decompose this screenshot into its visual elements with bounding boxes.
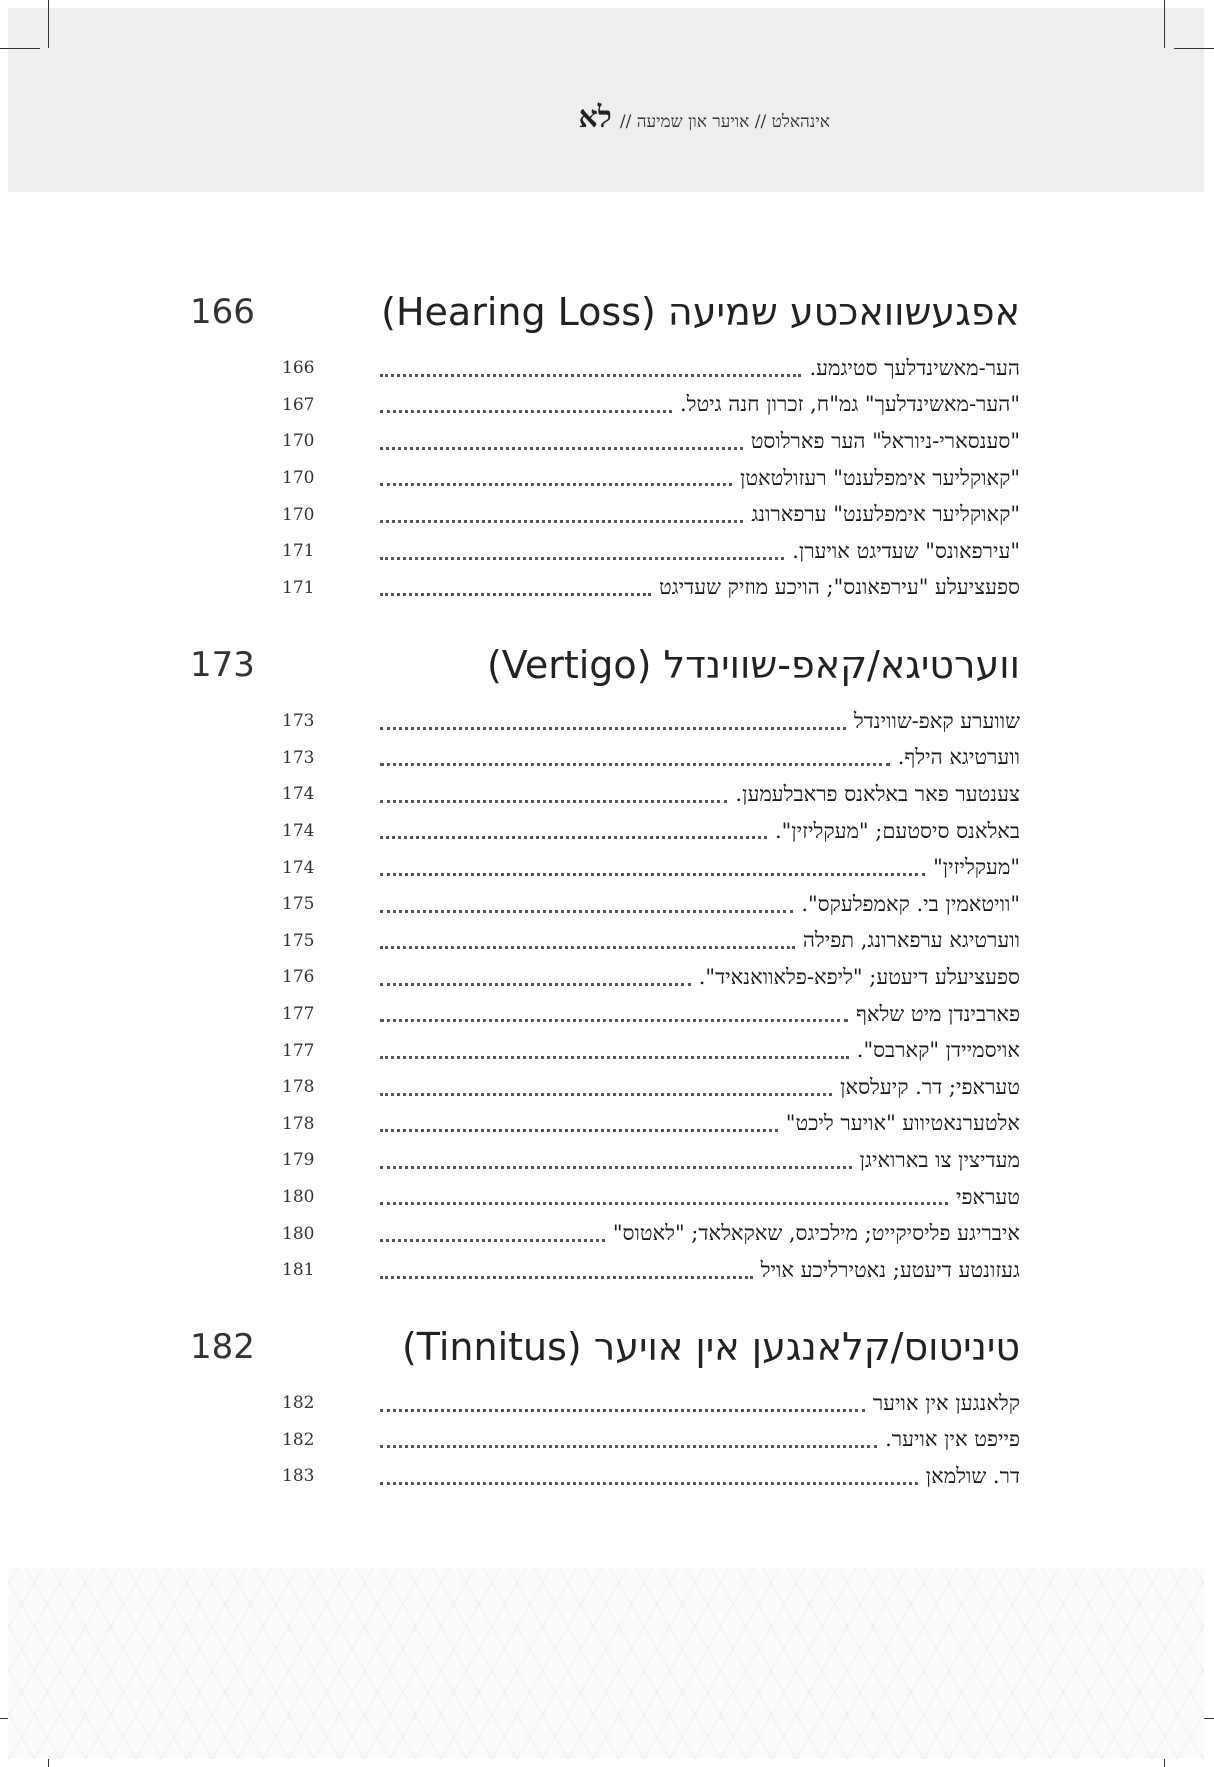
running-title: אינהאלט // אויער און שמיעה // bbox=[619, 112, 830, 132]
toc-entry[interactable] bbox=[190, 959, 1020, 996]
toc-entry-text: "קאוקליער אימפלענט" ערפארונג bbox=[751, 502, 1020, 527]
toc-entry[interactable] bbox=[190, 740, 1020, 777]
toc-entry-page: 174 bbox=[282, 784, 315, 805]
toc-entry-text: "סענסארי-ניוראל" הער פארלוסט bbox=[750, 428, 1020, 453]
section-title: טיניטוס/קלאנגען אין אויער (Tinnitus) bbox=[401, 1325, 1020, 1369]
dot-leader bbox=[380, 873, 925, 876]
toc-entry[interactable] bbox=[190, 496, 1020, 533]
entry-list bbox=[190, 350, 1020, 606]
dot-leader bbox=[380, 1056, 849, 1059]
toc-entry-text: "מעקליזין" bbox=[933, 855, 1020, 880]
toc-entry-text: "עירפאונס" שעדיגט אויערן. bbox=[792, 538, 1020, 563]
section-page: 182 bbox=[190, 1327, 255, 1367]
dot-leader bbox=[380, 483, 732, 486]
section-page: 166 bbox=[190, 292, 255, 332]
crop-mark bbox=[1164, 0, 1165, 48]
header-page-number: לא bbox=[578, 100, 612, 135]
toc-entry-page: 170 bbox=[282, 468, 315, 489]
dot-leader bbox=[380, 1445, 877, 1448]
dot-leader bbox=[380, 727, 846, 730]
toc-entry-text: ספעציעלע דיעטע; "ליפא-פלאוואנאיד". bbox=[698, 964, 1020, 989]
section-heading bbox=[190, 643, 1020, 703]
toc-entry-page: 174 bbox=[282, 857, 315, 878]
dot-leader bbox=[380, 1202, 948, 1205]
toc-entry-text: "הער-מאשינדלעך" גמ"ח, זכרון חנה גיטל. bbox=[679, 392, 1020, 417]
toc-entry[interactable] bbox=[190, 1215, 1020, 1252]
toc-entry-text: מעדיצין צו בארואיגן bbox=[859, 1147, 1020, 1172]
toc-entry-page: 176 bbox=[282, 967, 315, 988]
toc-entry[interactable] bbox=[190, 423, 1020, 460]
toc-entry-page: 180 bbox=[282, 1187, 315, 1208]
toc-entry[interactable] bbox=[190, 813, 1020, 850]
toc-entry[interactable] bbox=[190, 533, 1020, 570]
toc-entry-page: 180 bbox=[282, 1223, 315, 1244]
toc-entry-page: 175 bbox=[282, 930, 315, 951]
toc-entry[interactable] bbox=[190, 849, 1020, 886]
toc-entry-text: טעראפי bbox=[956, 1184, 1020, 1209]
toc-entry[interactable] bbox=[190, 1252, 1020, 1289]
dot-leader bbox=[380, 910, 793, 913]
toc-entry-page: 174 bbox=[282, 821, 315, 842]
toc-entry-text: פייפט אין אויער. bbox=[885, 1427, 1020, 1452]
toc-entry[interactable] bbox=[190, 1422, 1020, 1459]
toc-entry[interactable] bbox=[190, 1179, 1020, 1216]
dot-leader bbox=[380, 836, 767, 839]
toc-entry[interactable] bbox=[190, 460, 1020, 497]
dot-leader bbox=[380, 410, 672, 413]
crop-mark bbox=[48, 0, 49, 48]
dot-leader bbox=[380, 1409, 865, 1412]
toc-entry-page: 177 bbox=[282, 1004, 315, 1025]
dot-leader bbox=[380, 983, 691, 986]
toc-entry[interactable] bbox=[190, 1385, 1020, 1422]
toc-entry-page: 170 bbox=[282, 431, 315, 452]
dot-leader bbox=[380, 763, 890, 766]
dot-leader bbox=[380, 1276, 753, 1279]
section-title: אפגעשוואכטע שמיעה (Hearing Loss) bbox=[381, 290, 1020, 334]
running-head bbox=[230, 100, 830, 135]
toc-entry-text: אויסמיידן "קארבס". bbox=[856, 1038, 1020, 1063]
toc-entry-page: 175 bbox=[282, 894, 315, 915]
dot-leader bbox=[380, 1166, 852, 1169]
toc-entry-page: 178 bbox=[282, 1077, 315, 1098]
toc-entry-page: 173 bbox=[282, 747, 315, 768]
dot-leader bbox=[380, 1129, 778, 1132]
toc-entry[interactable] bbox=[190, 1106, 1020, 1143]
toc-entry-text: שווערע קאפ-שווינדל bbox=[853, 708, 1020, 733]
dot-leader bbox=[380, 520, 743, 523]
toc-entry-text: ווערטיגא הילף. bbox=[897, 745, 1020, 770]
toc-section-hearing-loss bbox=[190, 290, 1020, 606]
toc-entry-text: הער-מאשינדלעך סטיגמע. bbox=[809, 355, 1020, 380]
toc-entry[interactable] bbox=[190, 350, 1020, 387]
dot-leader bbox=[380, 374, 801, 377]
toc-entry[interactable] bbox=[190, 570, 1020, 607]
toc-entry-page: 167 bbox=[282, 394, 315, 415]
toc-entry-page: 182 bbox=[282, 1393, 315, 1414]
crop-mark bbox=[0, 48, 40, 49]
toc-section-vertigo bbox=[190, 643, 1020, 1289]
toc-entry[interactable] bbox=[190, 923, 1020, 960]
toc-entry[interactable] bbox=[190, 1069, 1020, 1106]
toc-entry[interactable] bbox=[190, 1032, 1020, 1069]
section-page: 173 bbox=[190, 645, 255, 685]
toc-entry-text: באלאנס סיסטעם; "מעקליזין". bbox=[774, 818, 1020, 843]
section-heading bbox=[190, 1325, 1020, 1385]
toc-entry[interactable] bbox=[190, 1458, 1020, 1495]
toc-entry[interactable] bbox=[190, 776, 1020, 813]
dot-leader bbox=[380, 1239, 605, 1242]
toc-entry-text: "וויטאמין בי. קאמפלעקס". bbox=[801, 891, 1020, 916]
crop-mark bbox=[1174, 48, 1214, 49]
toc-entry-page: 178 bbox=[282, 1113, 315, 1134]
toc-section-tinnitus bbox=[190, 1325, 1020, 1495]
toc-entry-text: ווערטיגא ערפארונג, תפילה bbox=[802, 928, 1020, 953]
toc-entry[interactable] bbox=[190, 886, 1020, 923]
toc-entry[interactable] bbox=[190, 703, 1020, 740]
toc-entry-text: צענטער פאר באלאנס פראבלעמען. bbox=[735, 781, 1020, 806]
toc-entry-page: 173 bbox=[282, 711, 315, 732]
dot-leader bbox=[380, 1093, 832, 1096]
toc-entry[interactable] bbox=[190, 996, 1020, 1033]
toc-entry-page: 171 bbox=[282, 577, 315, 598]
toc-entry-page: 171 bbox=[282, 541, 315, 562]
dot-leader bbox=[380, 557, 784, 560]
toc-entry-page: 181 bbox=[282, 1260, 315, 1281]
footer-pattern bbox=[8, 1568, 1204, 1759]
toc-entry-page: 170 bbox=[282, 504, 315, 525]
toc-entry-text: געזונטע דיעטע; נאטירליכע אויל bbox=[760, 1257, 1020, 1282]
dot-leader bbox=[380, 1482, 918, 1485]
dot-leader bbox=[380, 800, 727, 803]
dot-leader bbox=[380, 1019, 848, 1022]
toc-entry-text: קלאנגען אין אויער bbox=[872, 1390, 1020, 1415]
toc-entry-text: פארבינדן מיט שלאף bbox=[856, 1001, 1020, 1026]
dot-leader bbox=[380, 946, 795, 949]
section-title: ווערטיגא/קאפ-שווינדל (Vertigo) bbox=[486, 643, 1020, 687]
dot-leader bbox=[380, 447, 743, 450]
toc-entry-text: דר. שולמאן bbox=[925, 1463, 1020, 1488]
toc-entry-page: 166 bbox=[282, 358, 315, 379]
toc-entry[interactable] bbox=[190, 1142, 1020, 1179]
toc-entry-page: 183 bbox=[282, 1466, 315, 1487]
entry-list bbox=[190, 703, 1020, 1289]
toc-entry-page: 182 bbox=[282, 1429, 315, 1450]
toc-entry[interactable] bbox=[190, 387, 1020, 424]
toc-entry-text: "קאוקליער אימפלענט" רעזולטאטן bbox=[739, 465, 1020, 490]
dot-leader bbox=[380, 593, 651, 596]
toc-entry-page: 177 bbox=[282, 1040, 315, 1061]
toc-entry-text: איבריגע פליסיקייט; מילכיגס, שאקאלאד; "לאטוס" bbox=[612, 1221, 1020, 1246]
toc-entry-text: ספעציעלע "עירפאונס"; הויכע מוזיק שעדיגט bbox=[659, 575, 1020, 600]
toc-entry-text: אלטערנאטיווע "אויער ליכט" bbox=[785, 1111, 1020, 1136]
toc-entry-page: 179 bbox=[282, 1150, 315, 1171]
toc-entry-text: טעראפי; דר. קיעלסאן bbox=[840, 1074, 1020, 1099]
entry-list bbox=[190, 1385, 1020, 1495]
section-heading bbox=[190, 290, 1020, 350]
